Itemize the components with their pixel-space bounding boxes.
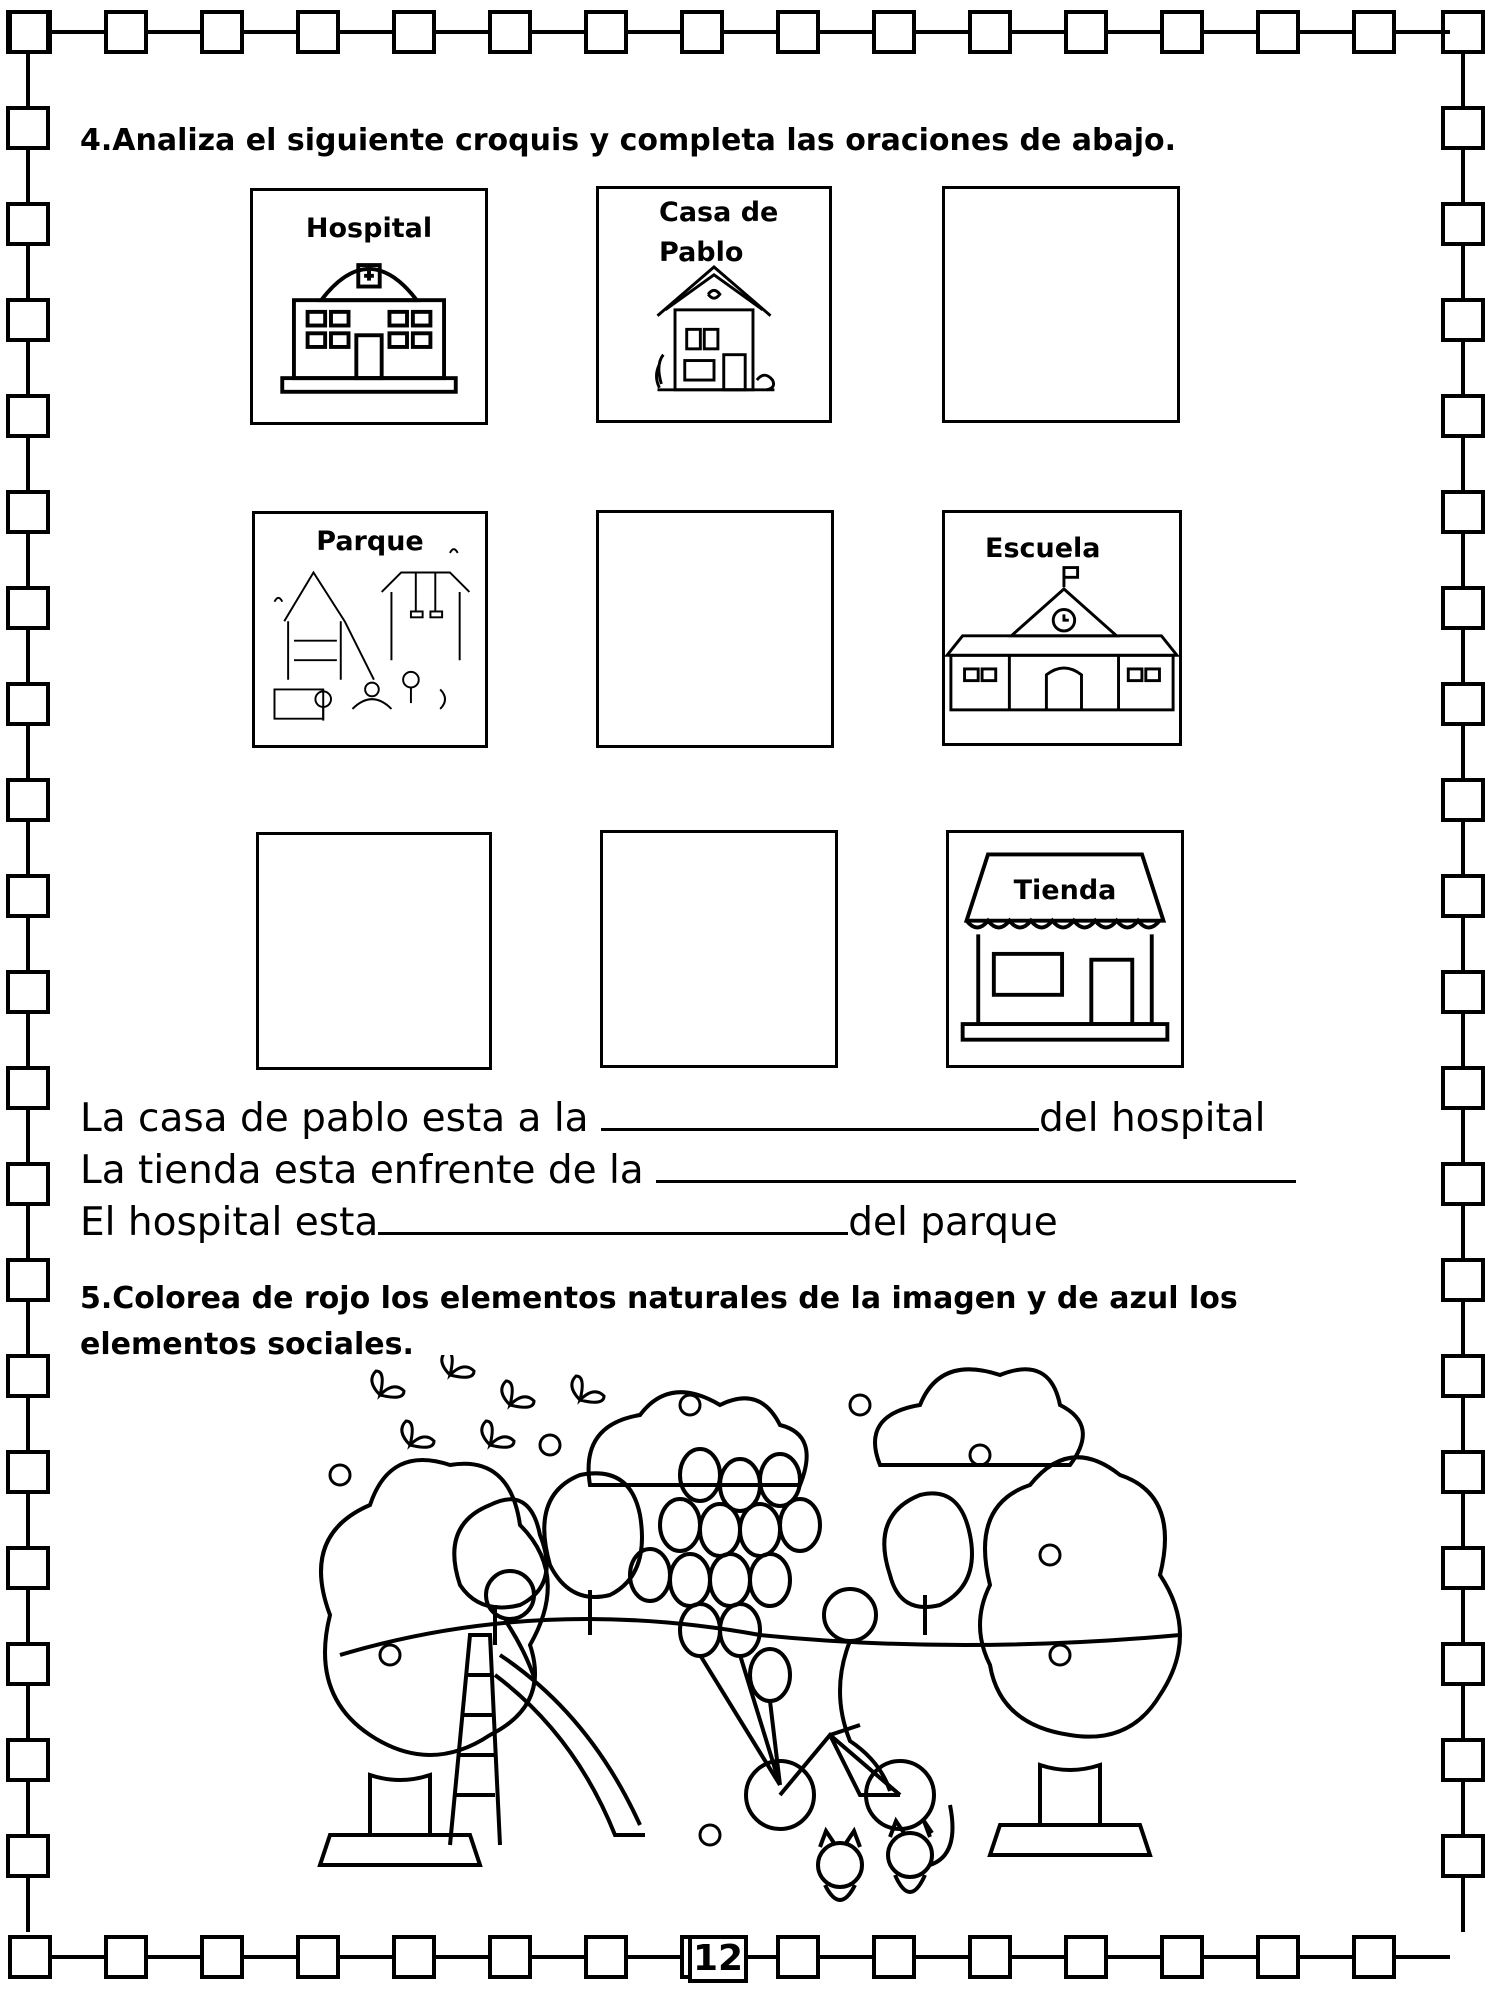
border-link	[202, 12, 242, 52]
border-link	[8, 972, 48, 1012]
sentence-2	[80, 1144, 1296, 1196]
border-link	[8, 1164, 48, 1204]
school-icon	[945, 513, 1179, 743]
border-link	[586, 12, 626, 52]
border-link	[1443, 1644, 1483, 1684]
border-link	[8, 1356, 48, 1396]
border-link	[8, 1548, 48, 1588]
border-link	[1443, 684, 1483, 724]
cats-icon	[818, 1805, 953, 1900]
page-number: 12	[688, 1935, 748, 1983]
border-link	[1443, 876, 1483, 916]
border-link	[8, 1740, 48, 1780]
park-scene-illustration	[300, 1355, 1200, 1925]
cloud-icon	[589, 1392, 807, 1485]
border-link	[1443, 396, 1483, 436]
border-link	[8, 1452, 48, 1492]
tile-hospital	[250, 188, 488, 425]
tree-icon	[544, 1473, 642, 1597]
house-icon	[599, 189, 829, 420]
sentence-3	[80, 1196, 1058, 1248]
border-link	[1443, 1356, 1483, 1396]
border-link	[874, 12, 914, 52]
section-5-heading: 5.Colorea de rojo los elementos naturales de la imagen y de azul los elementos sociales.	[80, 1281, 1238, 1362]
border-link	[1443, 1164, 1483, 1204]
border-link	[1162, 12, 1202, 52]
tile-tienda-label: Tienda	[1013, 875, 1117, 906]
tree-icon	[980, 1457, 1180, 1736]
border-link	[1443, 1452, 1483, 1492]
border-link	[1258, 12, 1298, 52]
border-link	[10, 12, 50, 52]
border-link	[106, 12, 146, 52]
border-link	[8, 1260, 48, 1300]
border-link	[106, 1937, 146, 1977]
border-link	[1443, 300, 1483, 340]
tile-casa-label: Casa de Pablo	[659, 197, 779, 268]
balloons-icon	[630, 1449, 820, 1785]
border-link	[874, 1937, 914, 1977]
border-link	[394, 12, 434, 52]
border-link	[1443, 1068, 1483, 1108]
border-link	[1443, 972, 1483, 1012]
border-link	[10, 1937, 50, 1977]
border-link	[1443, 780, 1483, 820]
blank-2[interactable]	[656, 1144, 1296, 1183]
border-link	[1443, 108, 1483, 148]
tile-escuela-label: Escuela	[985, 533, 1101, 564]
tile-escuela	[942, 510, 1182, 746]
tile-casa-de-pablo	[596, 186, 832, 423]
border-link	[778, 1937, 818, 1977]
border-link	[8, 300, 48, 340]
border-link	[970, 12, 1010, 52]
sentence-3-start: El hospital esta	[80, 1200, 379, 1245]
tree-icon	[884, 1493, 972, 1607]
border-link	[298, 1937, 338, 1977]
tile-empty-4[interactable]	[600, 830, 838, 1068]
tile-tienda	[946, 830, 1184, 1068]
border-link	[8, 396, 48, 436]
cloud-icon	[875, 1369, 1083, 1465]
park-icon	[255, 514, 485, 745]
border-link	[1066, 12, 1106, 52]
sentence-1-end: del hospital	[1038, 1096, 1266, 1141]
tile-parque	[252, 511, 488, 748]
hospital-icon	[253, 191, 485, 422]
store-icon	[949, 833, 1181, 1065]
border-link	[8, 108, 48, 148]
border-link	[1443, 1260, 1483, 1300]
border-link	[1354, 12, 1394, 52]
border-link	[8, 876, 48, 916]
tile-empty-3[interactable]	[256, 832, 492, 1070]
blank-1[interactable]	[601, 1092, 1039, 1131]
tile-parque-label: Parque	[316, 526, 424, 557]
border-link	[8, 12, 48, 52]
border-link	[1443, 492, 1483, 532]
border-link	[586, 1937, 626, 1977]
border-link	[8, 1068, 48, 1108]
sentence-1-start: La casa de pablo esta a la	[80, 1096, 601, 1141]
border-link	[298, 12, 338, 52]
border-link	[394, 1937, 434, 1977]
border-link	[8, 1836, 48, 1876]
tile-empty-1[interactable]	[942, 186, 1180, 423]
sentence-1	[80, 1092, 1265, 1144]
tile-empty-2[interactable]	[596, 510, 834, 748]
border-link	[202, 1937, 242, 1977]
border-link	[8, 492, 48, 532]
border-link	[1443, 1836, 1483, 1876]
section-4-heading: 4.Analiza el siguiente croquis y completa las oraciones de abajo.	[80, 123, 1177, 158]
border-link	[1162, 1937, 1202, 1977]
border-link	[682, 12, 722, 52]
border-link	[8, 1644, 48, 1684]
butterflies-icon	[372, 1355, 604, 1447]
sentence-3-end: del parque	[848, 1200, 1058, 1245]
border-link	[1443, 1548, 1483, 1588]
border-link	[1443, 588, 1483, 628]
border-link	[8, 684, 48, 724]
border-link	[1354, 1937, 1394, 1977]
border-link	[970, 1937, 1010, 1977]
border-link	[8, 588, 48, 628]
border-link	[1258, 1937, 1298, 1977]
tile-hospital-label: Hospital	[305, 213, 433, 244]
border-link	[490, 12, 530, 52]
blank-3[interactable]	[378, 1196, 848, 1235]
border-link	[1066, 1937, 1106, 1977]
border-link	[1443, 1740, 1483, 1780]
border-link	[778, 12, 818, 52]
border-link	[490, 1937, 530, 1977]
border-link	[1443, 204, 1483, 244]
sentence-2-start: La tienda esta enfrente de la	[80, 1148, 657, 1193]
border-link	[8, 780, 48, 820]
border-link	[8, 204, 48, 244]
